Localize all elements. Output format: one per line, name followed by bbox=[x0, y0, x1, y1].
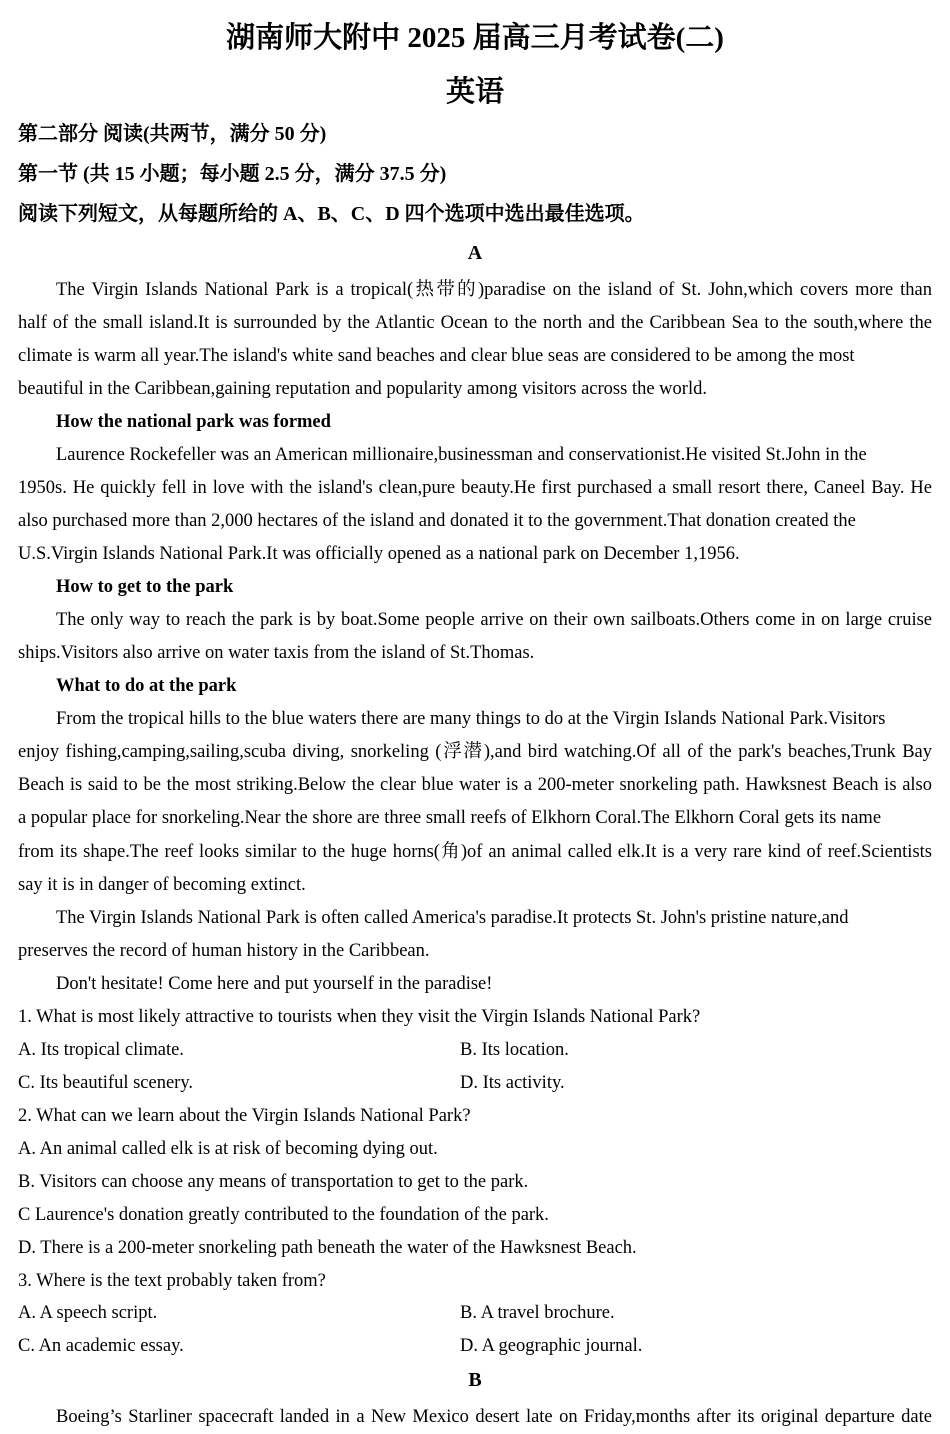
question-1-option-c[interactable]: C. Its beautiful scenery. bbox=[18, 1073, 194, 1093]
passage-line: a popular place for snorkeling.Near the shore are three small reefs of Elkhorn Coral.The Elkhorn Coral gets its name bbox=[18, 808, 882, 828]
passage-line: also purchased more than 2,000 hectares of the island and donated it to the government.That donation created the bbox=[18, 511, 856, 531]
question-1-option-b[interactable]: B. Its location. bbox=[460, 1040, 569, 1060]
question-1-stem: 1. What is most likely attractive to tourists when they visit the Virgin Islands National Park? bbox=[18, 1007, 701, 1027]
passage-line: half of the small island.It is surrounded by the Atlantic Ocean to the north and the Caribbean Sea to the south,where the bbox=[18, 313, 932, 333]
section-heading: 第一节 (共 15 小题；每小题 2.5 分，满分 37.5 分) bbox=[18, 163, 447, 185]
question-3-stem: 3. Where is the text probably taken from? bbox=[18, 1271, 326, 1291]
exam-title: 湖南师大附中 2025 届高三月考试卷(二) bbox=[226, 22, 724, 54]
passage-a-label: A bbox=[467, 242, 483, 264]
question-2-option-a[interactable]: A. An animal called elk is at risk of becoming dying out. bbox=[18, 1139, 438, 1159]
passage-line: Laurence Rockefeller was an American millionaire,businessman and conservationist.He visited St.John in the bbox=[56, 445, 867, 465]
directions: 阅读下列短文，从每题所给的 A、B、C、D 四个选项中选出最佳选项。 bbox=[18, 203, 645, 225]
subheading-get-to: How to get to the park bbox=[56, 577, 234, 597]
passage-line: enjoy fishing,camping,sailing,scuba diving, snorkeling (浮潜),and bird watching.Of all of the park's beaches,Trunk Bay bbox=[18, 742, 932, 762]
question-1-option-d[interactable]: D. Its activity. bbox=[460, 1073, 565, 1093]
question-3-option-d[interactable]: D. A geographic journal. bbox=[460, 1336, 643, 1356]
passage-line: preserves the record of human history in the Caribbean. bbox=[18, 941, 430, 961]
question-3-option-a[interactable]: A. A speech script. bbox=[18, 1303, 158, 1323]
passage-line: 1950s. He quickly fell in love with the island's clean,pure beauty.He first purchased a small resort there, Caneel Bay. He bbox=[18, 478, 932, 498]
passage-line: ships.Visitors also arrive on water taxis from the island of St.Thomas. bbox=[18, 643, 535, 663]
question-2-stem: 2. What can we learn about the Virgin Islands National Park? bbox=[18, 1106, 471, 1126]
question-3-option-b[interactable]: B. A travel brochure. bbox=[460, 1303, 615, 1323]
passage-line: Don't hesitate! Come here and put yourself in the paradise! bbox=[56, 974, 493, 994]
passage-line: say it is in danger of becoming extinct. bbox=[18, 875, 306, 895]
passage-line: From the tropical hills to the blue waters there are many things to do at the Virgin Islands National Park.Visitors bbox=[56, 709, 886, 729]
passage-line: The Virgin Islands National Park is a tropical(热带的)paradise on the island of St. John,which covers more than bbox=[56, 280, 932, 300]
passage-line: climate is warm all year.The island's white sand beaches and clear blue seas are considered to be among the most bbox=[18, 346, 855, 366]
exam-subject: 英语 bbox=[445, 76, 504, 108]
passage-line: U.S.Virgin Islands National Park.It was officially opened as a national park on December 1,1956. bbox=[18, 544, 740, 564]
subheading-what-to-do: What to do at the park bbox=[56, 676, 237, 696]
question-1-option-a[interactable]: A. Its tropical climate. bbox=[18, 1040, 184, 1060]
passage-b-label: B bbox=[468, 1369, 482, 1391]
passage-line: beautiful in the Caribbean,gaining reputation and popularity among visitors across the world. bbox=[18, 379, 707, 399]
question-2-option-d[interactable]: D. There is a 200-meter snorkeling path beneath the water of the Hawksnest Beach. bbox=[18, 1238, 637, 1258]
passage-line: The Virgin Islands National Park is often called America's paradise.It protects St. John's pristine nature,and bbox=[56, 908, 849, 928]
passage-line: from its shape.The reef looks similar to the huge horns(角)of an animal called elk.It is a very rare kind of reef.Scientists bbox=[18, 842, 932, 862]
passage-line: Beach is said to be the most striking.Below the clear blue water is a 200-meter snorkeling path. Hawksnest Beach is also bbox=[18, 775, 932, 795]
subheading-formed: How the national park was formed bbox=[56, 412, 331, 432]
part-heading: 第二部分 阅读(共两节，满分 50 分) bbox=[18, 123, 327, 145]
question-2-option-b[interactable]: B. Visitors can choose any means of transportation to get to the park. bbox=[18, 1172, 529, 1192]
question-2-option-c[interactable]: C Laurence's donation greatly contributed to the foundation of the park. bbox=[18, 1205, 549, 1225]
question-3-option-c[interactable]: C. An academic essay. bbox=[18, 1336, 184, 1356]
passage-line: The only way to reach the park is by boat.Some people arrive on their own sailboats.Others come in on large cruise bbox=[56, 610, 932, 630]
passage-line: Boeing’s Starliner spacecraft landed in a New Mexico desert late on Friday,months after its original departure date bbox=[56, 1407, 932, 1427]
